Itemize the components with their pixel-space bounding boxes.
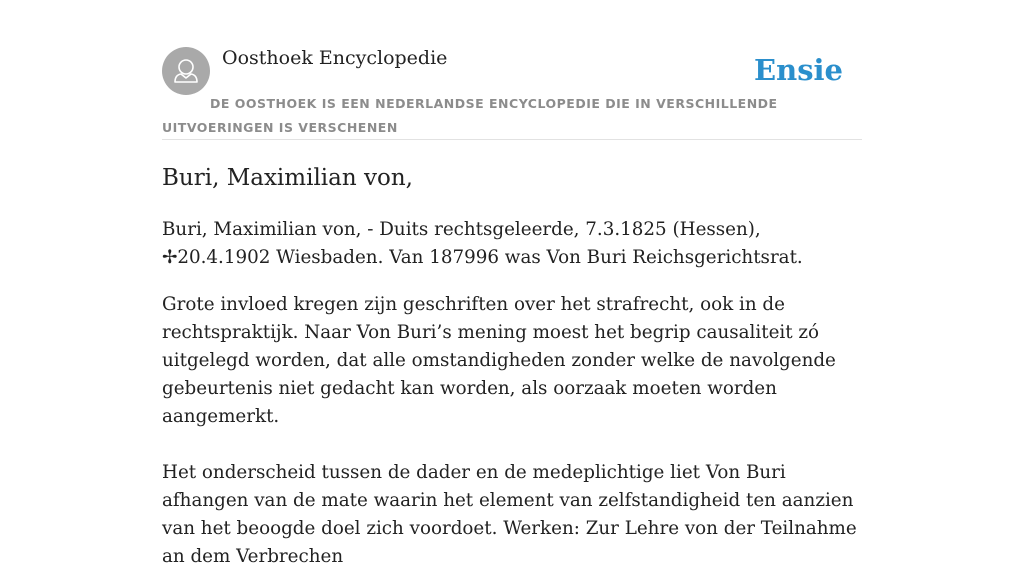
site-header — [162, 46, 862, 140]
ensie-logo[interactable]: Ensie — [754, 53, 843, 87]
site-description: DE OOSTHOEK IS EEN NEDERLANDSE ENCYCLOPEDIE DIE IN VERSCHILLENDE UITVOERINGEN IS VERSCHENEN — [162, 96, 778, 135]
user-avatar-icon[interactable] — [162, 47, 210, 95]
user-silhouette-icon — [162, 47, 210, 95]
article-paragraph: Grote invloed kregen zijn geschriften over het strafrecht, ook in de rechtspraktijk. Naar Von Buri’s mening moest het begrip causaliteit zó uitgelegd worden, dat alle omstandigheden zonder welke de navolgende gebeurtenis niet gedacht kan worden, als oorzaak moeten worden aangemerkt. — [162, 294, 836, 427]
article-body — [162, 160, 864, 571]
article-paragraph: Het onderscheid tussen de dader en de medeplichtige liet Von Buri afhangen van de mate waarin het element van zelfstandigheid ten aanzien van het beoogde doel zich voordoet. Werken: Zur Lehre von der Teilnahme an dem Verbrechen — [162, 462, 857, 567]
article-paragraph: Buri, Maximilian von, - Duits rechtsgeleerde, 7.3.1825 (Hessen), ✢20.4.1902 Wiesbaden. Van 187996 was Von Buri Reichsgerichtsrat. — [162, 219, 803, 268]
article-title: Buri, Maximilian von, — [162, 165, 413, 191]
site-title[interactable]: Oosthoek Encyclopedie — [222, 47, 448, 69]
